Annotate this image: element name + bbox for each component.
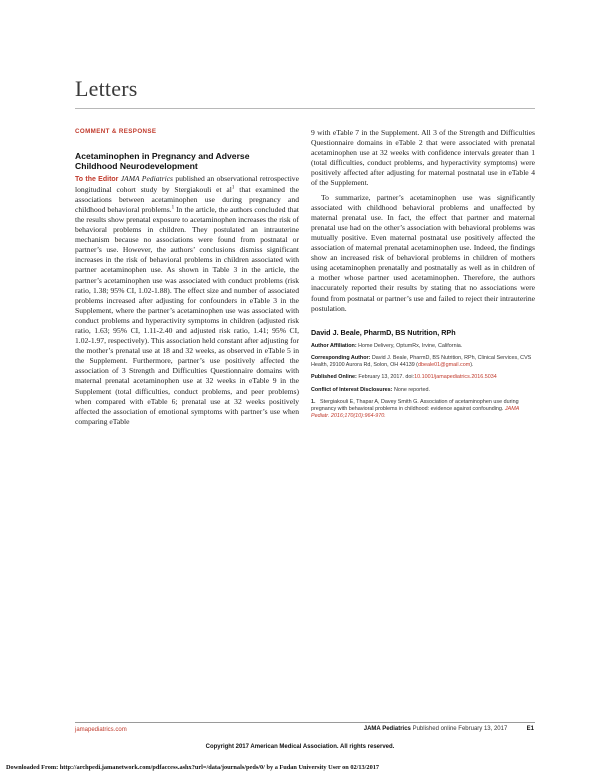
affiliation xyxy=(311,343,535,350)
paragraph-1 xyxy=(75,174,299,427)
corresponding-text: David J. Beale, PharmD, BS Nutrition, RPh, Clinical Services, CVS Health, 29100 Aurora Rd, Solon, OH 44139 ( xyxy=(311,354,532,369)
article-title-line2: Childhood Neurodevelopment xyxy=(75,160,198,171)
corresponding-label: Corresponding Author: xyxy=(311,354,371,361)
published-text: February 13, 2017. doi: xyxy=(358,374,415,381)
reference-text: Stergiakouli E, Thapar A, Davey Smith G. Association of acetaminophen use during pregnancy with behavioral problems in childhood: evidence against confounding. xyxy=(311,398,519,412)
affiliation-text: Home Delivery, OptumRx, Irvine, California. xyxy=(358,342,463,349)
p1-part-a: published an observational retrospective longitudinal cohort study by Stergiakouli et al xyxy=(75,173,299,194)
p1-part-b: that examined the associations between acetaminophen use during pregnancy and childhood behavioral problems. xyxy=(75,184,300,214)
reference-number: 1. xyxy=(311,398,316,405)
reference-1 xyxy=(311,399,535,421)
footer-published: Published online February 13, 2017 xyxy=(412,726,508,732)
journal-name: JAMA Pediatrics xyxy=(120,173,174,183)
paragraph-2: 9 with eTable 7 in the Supplement. All 3 of the Strength and Difficulties Questionnaire domains in eTable 2 that were associated with prenatal acetaminophen use at 32 weeks with confidence intervals greater than 1 (total difficulties, conduct problems, and hyperactivity symptoms) were positively affected after adjusting for maternal postnatal use in eTable 4 of the Supplement. xyxy=(311,128,535,188)
lead-in: To the Editor xyxy=(75,175,119,183)
corresponding-end: ). xyxy=(470,362,474,369)
footer-divider xyxy=(75,722,535,723)
conflict-of-interest xyxy=(311,387,535,394)
author-name: David J. Beale, PharmD, BS Nutrition, RPh xyxy=(311,327,456,337)
download-notice: Downloaded From: http://archpedi.jamanetwork.com/pdfaccess.ashx?url=/data/journals/peds/0/ by a Fudan University User on 02/13/2017 xyxy=(6,764,380,771)
coi-text: None reported. xyxy=(393,386,430,393)
citation-sup-2: 1 xyxy=(171,205,175,211)
p1-part-c: In the article, the authors concluded that the results show prenatal exposure to acetaminophen increases the risk of behavioral problems in children. They postulated an intrauterine mechanism because no associations were found from postnatal or partner’s use. However, the authors’ conclusions dismiss significant increases in the risk of behavioral problems in children associated with partner acetaminophen use. As shown in Table 3 in the article, the partner’s acetaminophen use was associated with conduct problems (risk ratio, 1.38; 95% CI, 1.02-1.88). The effect size and number of associated problems increased after adjusting for confounders in eTable 3 in the Supplement, where the partner’s acetaminophen use was associated with conduct problems and hyperactivity symptoms in children (adjusted risk ratio, 1.63; 95% CI, 1.11-2.40 and adjusted risk ratio, 1.41; 95% CI, 1.02-1.97, respectively). This association held constant after adjusting for the mother’s prenatal use at 18 and 32 weeks, as observed in eTable 5 in the Supplement. Furthermore, partner’s use positively affected the association of 3 Strength and Difficulties Questionnaire domains with maternal prenatal acetaminophen use at 32 weeks in eTable 9 in the Supplement (total difficulties, conduct problems, and peer problems) when compared with eTable 6; prenatal use at 32 weeks positively affected the association of emotional symptoms with partner’s use when comparing eTable xyxy=(75,204,299,426)
footer-journal: JAMA Pediatrics xyxy=(363,726,411,732)
title-divider xyxy=(75,108,535,109)
copyright-notice: Copyright 2017 American Medical Association. All rights reserved. xyxy=(205,744,395,750)
left-column xyxy=(75,128,299,427)
footer-info xyxy=(364,726,534,732)
doi-link[interactable]: 10.1001/jamapediatrics.2016.5034 xyxy=(414,374,497,381)
right-column xyxy=(311,128,535,425)
page-number: E1 xyxy=(526,726,534,732)
article-title-line1: Acetaminophen in Pregnancy and Adverse xyxy=(75,151,250,161)
corresponding-author xyxy=(311,355,535,369)
published-label: Published Online: xyxy=(311,374,357,381)
affiliation-label: Author Affiliation: xyxy=(311,342,357,349)
coi-label: Conflict of Interest Disclosures: xyxy=(311,386,393,393)
author-meta xyxy=(311,343,535,421)
page-title: Letters xyxy=(75,76,138,101)
email-link[interactable]: dbeale01@gmail.com xyxy=(417,362,471,369)
reference-journal-link[interactable]: JAMA Pediatr. 2016;170(10):964-970. xyxy=(311,405,520,420)
article-title xyxy=(75,152,299,172)
citation-sup-1: 1 xyxy=(231,185,235,191)
footer-site-link[interactable]: jamapediatrics.com xyxy=(75,727,127,733)
section-label: COMMENT & RESPONSE xyxy=(75,128,157,135)
paragraph-3: To summarize, partner’s acetaminophen use was significantly associated with childhood behavioral problems and unaffected by maternal prenatal use. In fact, the effect that partner and maternal prenatal use had on the other’s association with behavioral problems was mutually positive. Even maternal postnatal use positively affected the association of maternal prenatal acetaminophen use. Indeed, the findings show an increased risk of behavioral problems in children of mothers using acetaminophen prenatally and postnatally as well as in children of a mother whose partner used acetaminophen. Therefore, the authors inaccurately reported their results by stating that no associations were found from postnatal or partner’s use and failed to reject their intrauterine postulation. xyxy=(311,192,536,313)
published-online xyxy=(311,374,535,381)
